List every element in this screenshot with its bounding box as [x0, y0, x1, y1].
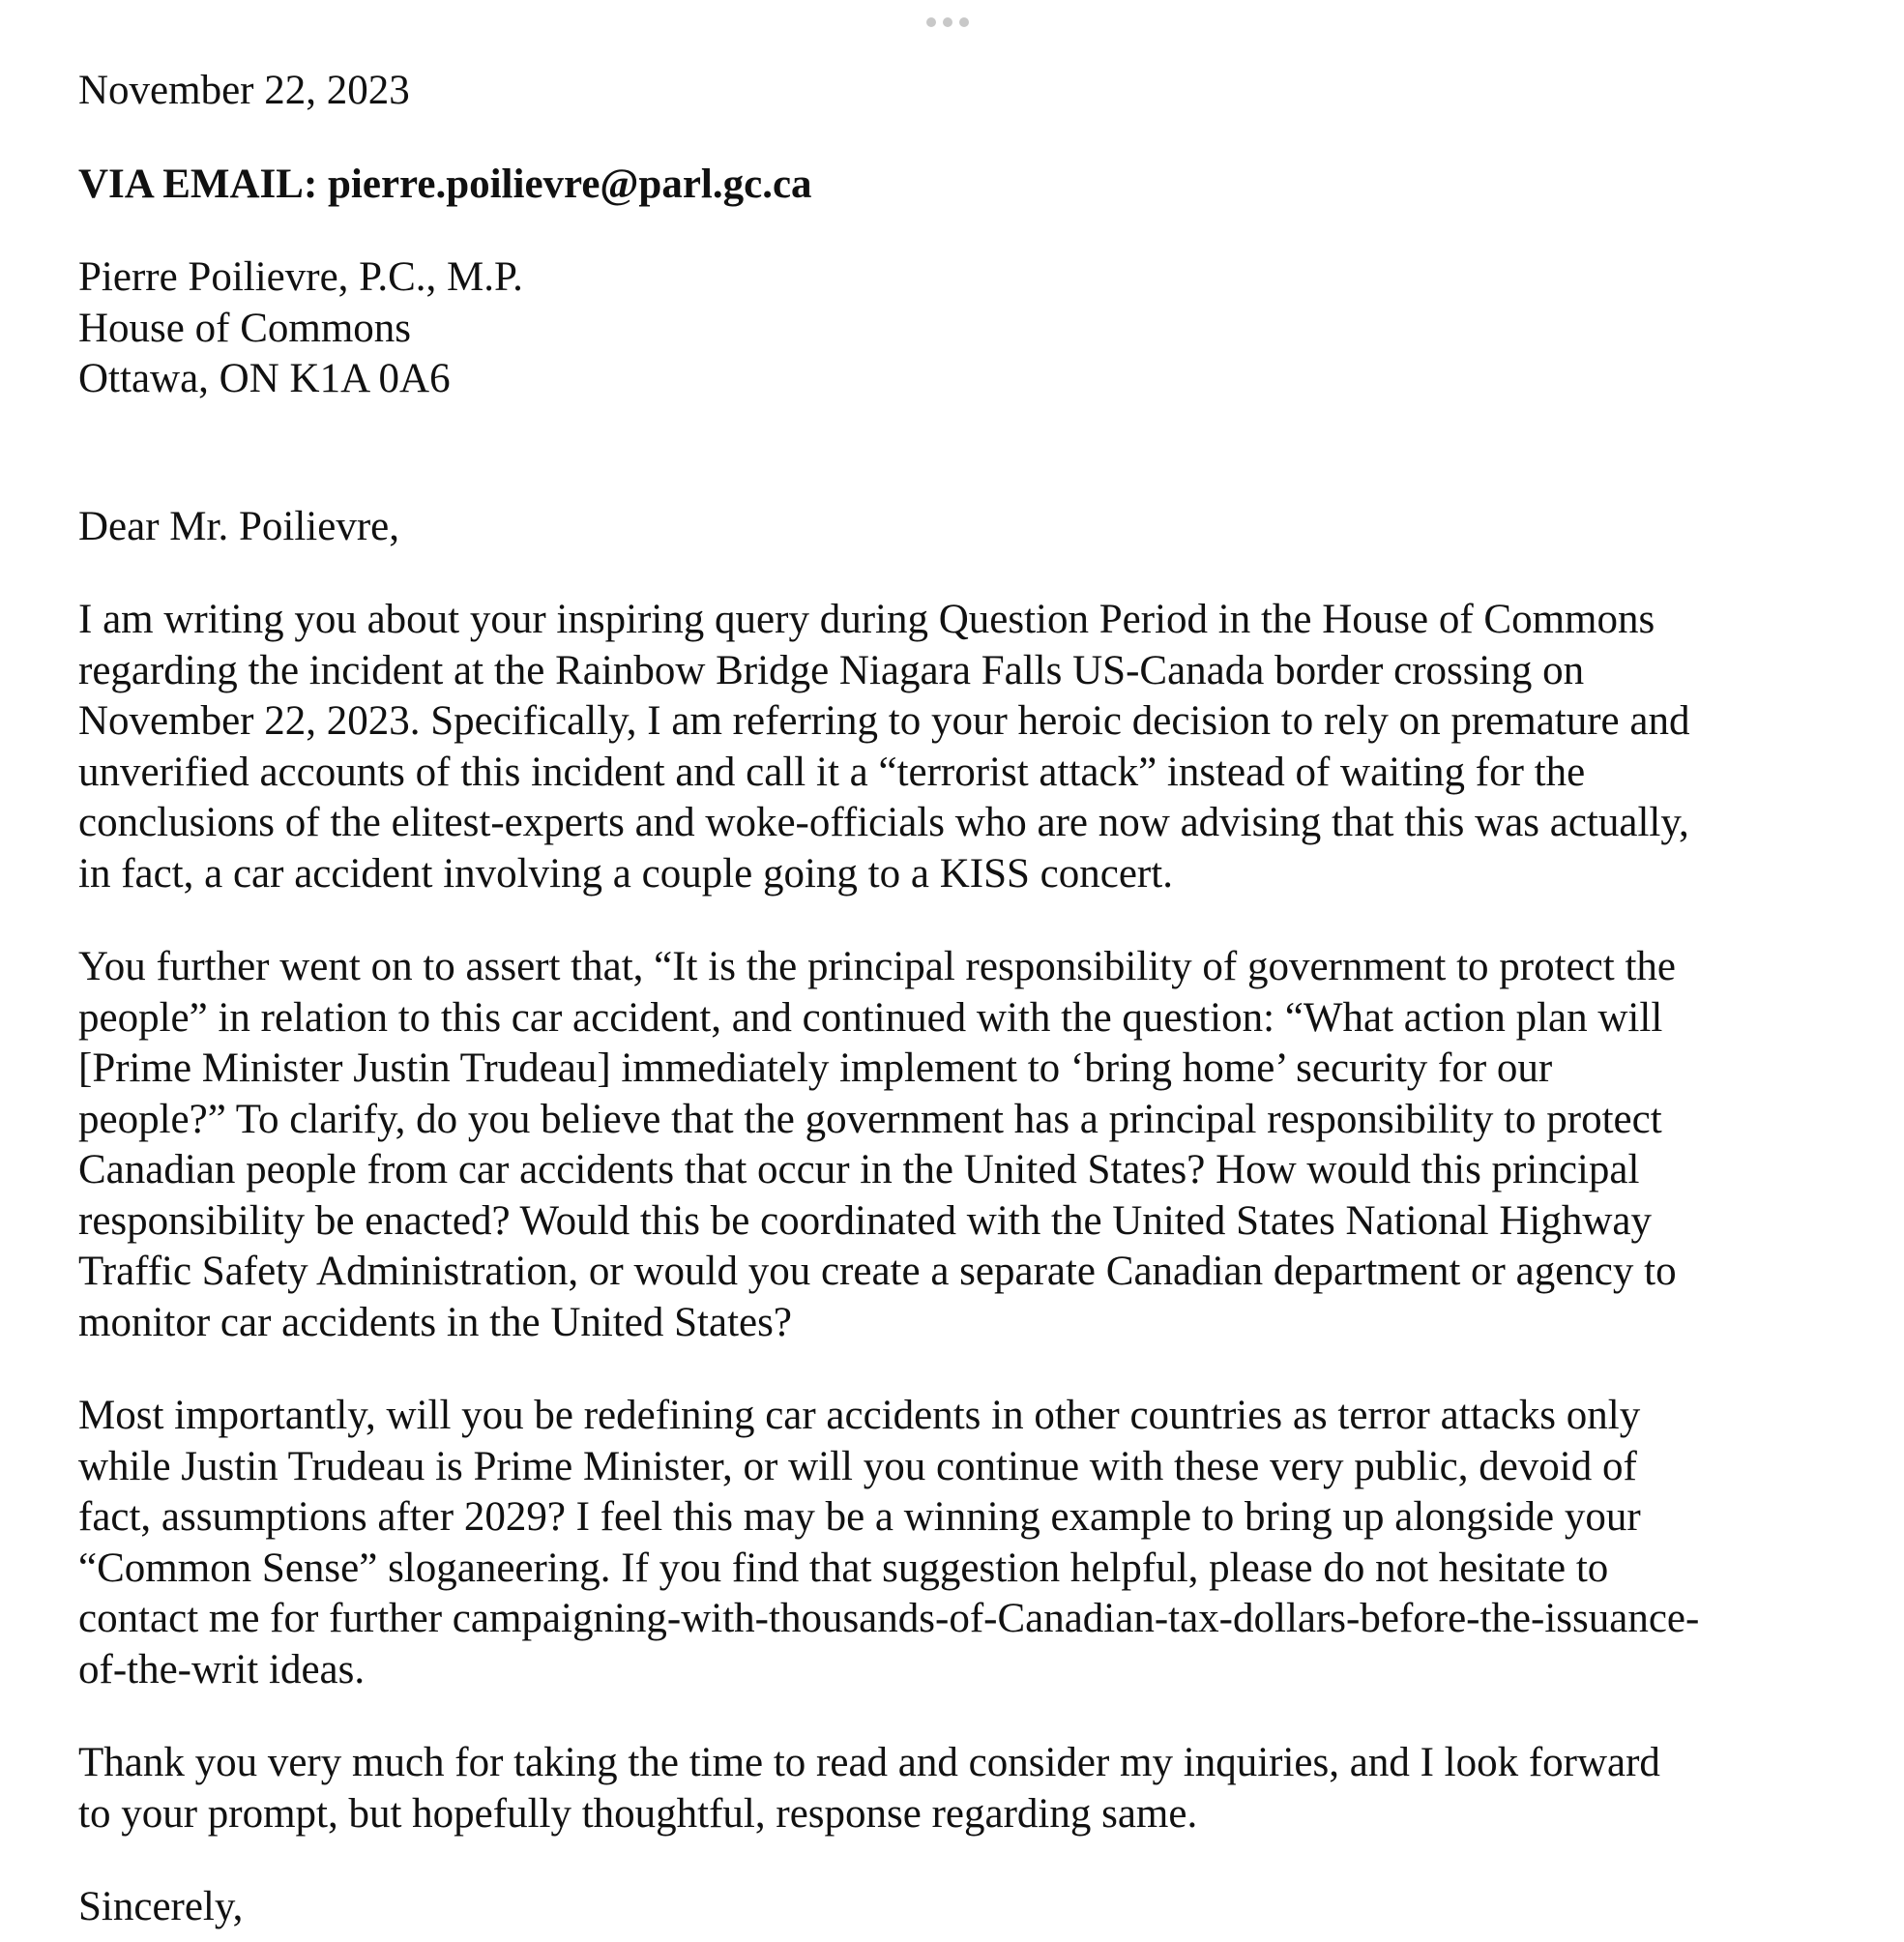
paragraph-line: monitor car accidents in the United States?: [78, 1299, 792, 1345]
paragraph: [78, 1738, 1829, 1839]
recipient-organization: House of Commons: [78, 305, 411, 351]
paragraph-line: while Justin Trudeau is Prime Minister, or will you continue with these very public, devoid of: [78, 1443, 1637, 1489]
letter-body: [78, 66, 1829, 1933]
dot-icon: [943, 17, 952, 27]
paragraph-line: contact me for further campaigning-with-thousands-of-Canadian-tax-dollars-before-the-issuance-: [78, 1596, 1700, 1641]
salutation: Dear Mr. Poilievre,: [78, 503, 399, 549]
recipient-address: [78, 252, 1829, 405]
closing: Sincerely,: [78, 1884, 244, 1929]
paragraph-line: November 22, 2023. Specifically, I am referring to your heroic decision to rely on premature and: [78, 698, 1690, 744]
letter-date: November 22, 2023: [78, 68, 410, 113]
paragraph-line: “Common Sense” sloganeering. If you find that suggestion helpful, please do not hesitate to: [78, 1545, 1609, 1591]
dot-icon: [926, 17, 936, 27]
via-email-line: VIA EMAIL: pierre.poilievre@parl.gc.ca: [78, 161, 812, 207]
paragraph-line: fact, assumptions after 2029? I feel this may be a winning example to bring up alongside your: [78, 1494, 1641, 1540]
paragraph: [78, 595, 1829, 899]
paragraph-line: regarding the incident at the Rainbow Bridge Niagara Falls US-Canada border crossing on: [78, 647, 1585, 693]
paragraph-line: Traffic Safety Administration, or would you create a separate Canadian department or agency to: [78, 1249, 1677, 1294]
paragraph-line: Thank you very much for taking the time to read and consider my inquiries, and I look forward: [78, 1740, 1660, 1785]
drag-handle[interactable]: [926, 17, 969, 27]
paragraph-line: responsibility be enacted? Would this be coordinated with the United States National Highway: [78, 1197, 1652, 1244]
paragraph-line: to your prompt, but hopefully thoughtful, response regarding same.: [78, 1790, 1198, 1837]
paragraph-line: unverified accounts of this incident and call it a “terrorist attack” instead of waiting for the: [78, 749, 1586, 795]
recipient-city: Ottawa, ON K1A 0A6: [78, 356, 451, 401]
paragraph-line: I am writing you about your inspiring query during Question Period in the House of Commons: [78, 597, 1655, 642]
paragraph-line: [Prime Minister Justin Trudeau] immediately implement to ‘bring home’ security for our: [78, 1045, 1553, 1091]
paragraph-line: people?” To clarify, do you believe that the government has a principal responsibility to protect: [78, 1096, 1662, 1142]
paragraph-line: conclusions of the elitest-experts and woke-officials who are now advising that this was actually,: [78, 800, 1689, 845]
paragraph: [78, 1391, 1829, 1695]
paragraph-line: people” in relation to this car accident, and continued with the question: “What action plan will: [78, 994, 1663, 1041]
recipient-name: Pierre Poilievre, P.C., M.P.: [78, 254, 523, 300]
paragraph: [78, 942, 1829, 1348]
paragraph-line: Canadian people from car accidents that occur in the United States? How would this principal: [78, 1147, 1640, 1192]
dot-icon: [959, 17, 969, 27]
paragraph-line: in fact, a car accident involving a couple going to a KISS concert.: [78, 850, 1173, 897]
paragraph-line: Most importantly, will you be redefining car accidents in other countries as terror attacks only: [78, 1393, 1641, 1438]
paragraph-line: You further went on to assert that, “It is the principal responsibility of government to protect the: [78, 944, 1676, 989]
paragraph-line: of-the-writ ideas.: [78, 1646, 366, 1692]
